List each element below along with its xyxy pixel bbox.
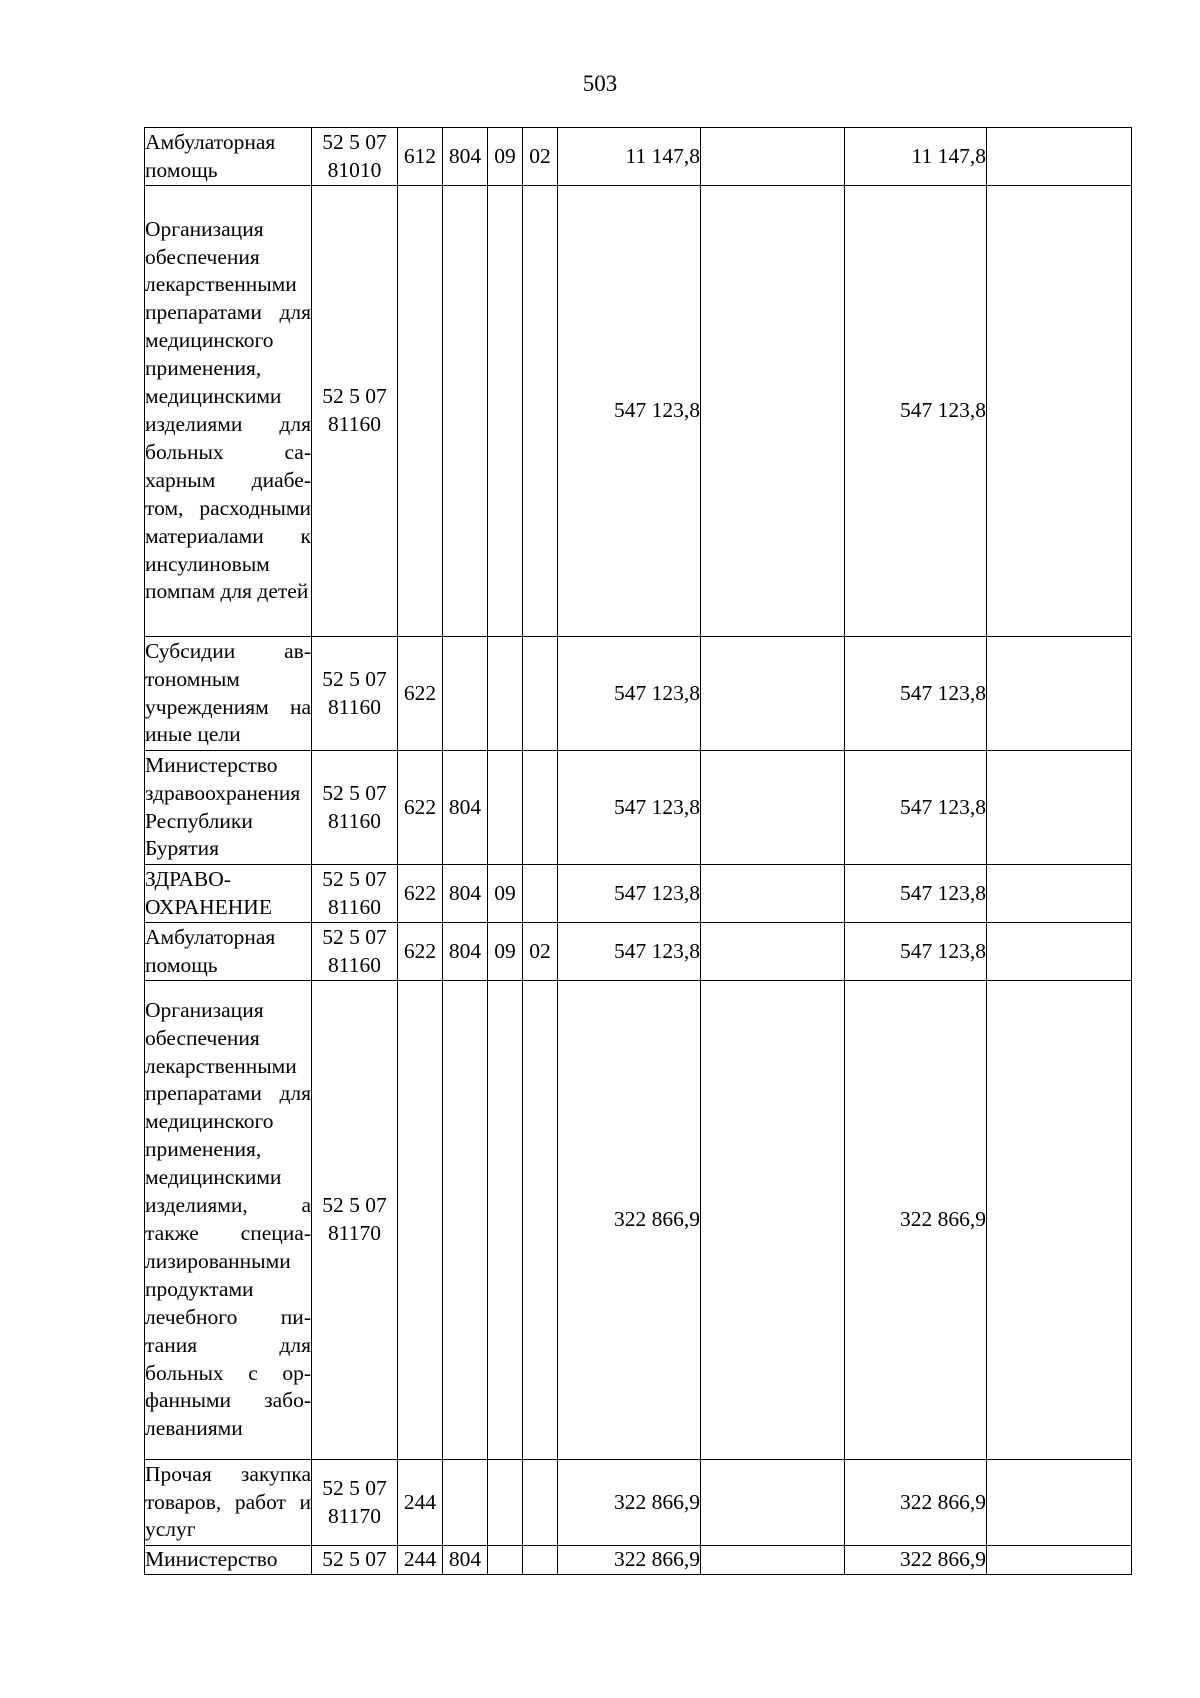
csr-part-2: 81160 — [328, 694, 381, 719]
expense-type-code: 612 — [398, 128, 443, 186]
amount-col-1: 11 147,8 — [558, 128, 701, 186]
table-row — [145, 923, 1132, 981]
amount-col-4 — [987, 1460, 1132, 1546]
subsection-code — [523, 751, 558, 865]
page-number: 503 — [582, 71, 618, 96]
csr-part-1: 52 5 07 — [322, 1475, 387, 1500]
amount-col-2 — [701, 637, 845, 751]
section-code: 09 — [488, 865, 523, 923]
row-name: Министерство здравоохранения Республики Бурятия — [145, 751, 312, 865]
amount-col-1: 322 866,9 — [558, 981, 701, 1460]
amount-col-4 — [987, 637, 1132, 751]
expense-type-code: 622 — [398, 923, 443, 981]
target-article-code — [312, 1460, 398, 1546]
amount-col-4 — [987, 1546, 1132, 1575]
target-article-code — [312, 923, 398, 981]
expense-type-code: 622 — [398, 751, 443, 865]
row-name: Министерство — [145, 1546, 312, 1575]
amount-col-1: 547 123,8 — [558, 923, 701, 981]
subsection-code — [523, 637, 558, 751]
row-name: Прочая закупка товаров, работ и услуг — [145, 1460, 312, 1546]
csr-part-2: 81160 — [328, 952, 381, 977]
amount-col-2 — [701, 1546, 845, 1575]
row-name: Организация обеспечения лекарственными препаратами для медицинского применения, медицинскими изделиями, а также специализированными продуктами лечебного питания для больных с орфанными заболеваниями — [145, 981, 312, 1460]
amount-col-1: 547 123,8 — [558, 637, 701, 751]
target-article-code — [312, 981, 398, 1460]
amount-col-2 — [701, 128, 845, 186]
csr-part-1: 52 5 07 — [322, 866, 387, 891]
amount-col-2 — [701, 751, 845, 865]
csr-part-1: 52 5 07 — [322, 384, 387, 409]
amount-col-1: 322 866,9 — [558, 1460, 701, 1546]
amount-col-4 — [987, 981, 1132, 1460]
amount-col-4 — [987, 186, 1132, 637]
csr-part-1: 52 5 07 — [322, 666, 387, 691]
section-code — [488, 1546, 523, 1575]
amount-col-3: 547 123,8 — [845, 865, 987, 923]
subsection-code: 02 — [523, 923, 558, 981]
ministry-code — [443, 981, 488, 1460]
csr-part-1: 52 5 07 — [322, 924, 387, 949]
table-row — [145, 751, 1132, 865]
amount-col-3: 322 866,9 — [845, 1546, 987, 1575]
amount-col-1: 547 123,8 — [558, 186, 701, 637]
amount-col-1: 322 866,9 — [558, 1546, 701, 1575]
amount-col-2 — [701, 923, 845, 981]
csr-part-2: 81160 — [328, 412, 381, 436]
expense-type-code — [398, 981, 443, 1460]
amount-col-4 — [987, 751, 1132, 865]
section-code — [488, 186, 523, 637]
amount-col-3: 322 866,9 — [845, 1460, 987, 1546]
csr-part-2: 81160 — [328, 894, 381, 919]
row-name: Амбулаторная помощь — [145, 128, 312, 186]
amount-col-1: 547 123,8 — [558, 751, 701, 865]
target-article-code — [312, 128, 398, 186]
csr-part-1: 52 5 07 — [322, 129, 387, 154]
ministry-code — [443, 637, 488, 751]
target-article-code — [312, 186, 398, 637]
row-name: Субсидии автономным учреждениям на иные цели — [145, 637, 312, 751]
section-code — [488, 751, 523, 865]
amount-col-1: 547 123,8 — [558, 865, 701, 923]
expense-type-code: 622 — [398, 637, 443, 751]
subsection-code — [523, 981, 558, 1460]
ministry-code: 804 — [443, 128, 488, 186]
ministry-code — [443, 1460, 488, 1546]
target-article-code — [312, 1546, 398, 1575]
csr-part-2: 81170 — [328, 1221, 381, 1245]
subsection-code — [523, 1546, 558, 1575]
expense-type-code — [398, 186, 443, 637]
ministry-code — [443, 186, 488, 637]
csr-part-2: 81160 — [328, 808, 381, 833]
amount-col-3: 547 123,8 — [845, 923, 987, 981]
amount-col-3: 11 147,8 — [845, 128, 987, 186]
expense-type-code: 244 — [398, 1546, 443, 1575]
table-row — [145, 981, 1132, 1460]
row-name: ЗДРАВООХРАНЕНИЕ — [145, 865, 312, 923]
amount-col-4 — [987, 865, 1132, 923]
section-code — [488, 981, 523, 1460]
target-article-code — [312, 751, 398, 865]
csr-part-2: 81010 — [327, 157, 382, 182]
csr-part-1: 52 5 07 — [322, 780, 387, 805]
target-article-code — [312, 865, 398, 923]
csr-part-2: 81170 — [328, 1503, 381, 1528]
amount-col-2 — [701, 1460, 845, 1546]
amount-col-3: 322 866,9 — [845, 981, 987, 1460]
subsection-code — [523, 1460, 558, 1546]
table-row — [145, 128, 1132, 186]
subsection-code: 02 — [523, 128, 558, 186]
table-row — [145, 865, 1132, 923]
table-row — [145, 1460, 1132, 1546]
row-name: Амбулаторная помощь — [145, 923, 312, 981]
amount-col-2 — [701, 981, 845, 1460]
ministry-code: 804 — [443, 1546, 488, 1575]
section-code: 09 — [488, 923, 523, 981]
amount-col-4 — [987, 128, 1132, 186]
table-row — [145, 637, 1132, 751]
amount-col-2 — [701, 865, 845, 923]
target-article-code — [312, 637, 398, 751]
subsection-code — [523, 865, 558, 923]
amount-col-4 — [987, 923, 1132, 981]
section-code — [488, 1460, 523, 1546]
ministry-code: 804 — [443, 923, 488, 981]
expense-type-code: 622 — [398, 865, 443, 923]
table-row — [145, 1546, 1132, 1575]
table-row — [145, 186, 1132, 637]
row-name: Организация обеспечения лекарственными препаратами для медицинского применения, медицинскими изделиями для больных сахарным диабетом, расходными материалами к инсулиновым помпам для детей — [145, 186, 312, 637]
amount-col-2 — [701, 186, 845, 637]
csr-part-1: 52 5 07 — [322, 1547, 387, 1572]
subsection-code — [523, 186, 558, 637]
csr-part-1: 52 5 07 — [322, 1193, 387, 1218]
section-code: 09 — [488, 128, 523, 186]
section-code — [488, 637, 523, 751]
expense-type-code: 244 — [398, 1460, 443, 1546]
ministry-code: 804 — [443, 865, 488, 923]
amount-col-3: 547 123,8 — [845, 637, 987, 751]
ministry-code: 804 — [443, 751, 488, 865]
amount-col-3: 547 123,8 — [845, 186, 987, 637]
amount-col-3: 547 123,8 — [845, 751, 987, 865]
budget-table — [144, 127, 1132, 1575]
